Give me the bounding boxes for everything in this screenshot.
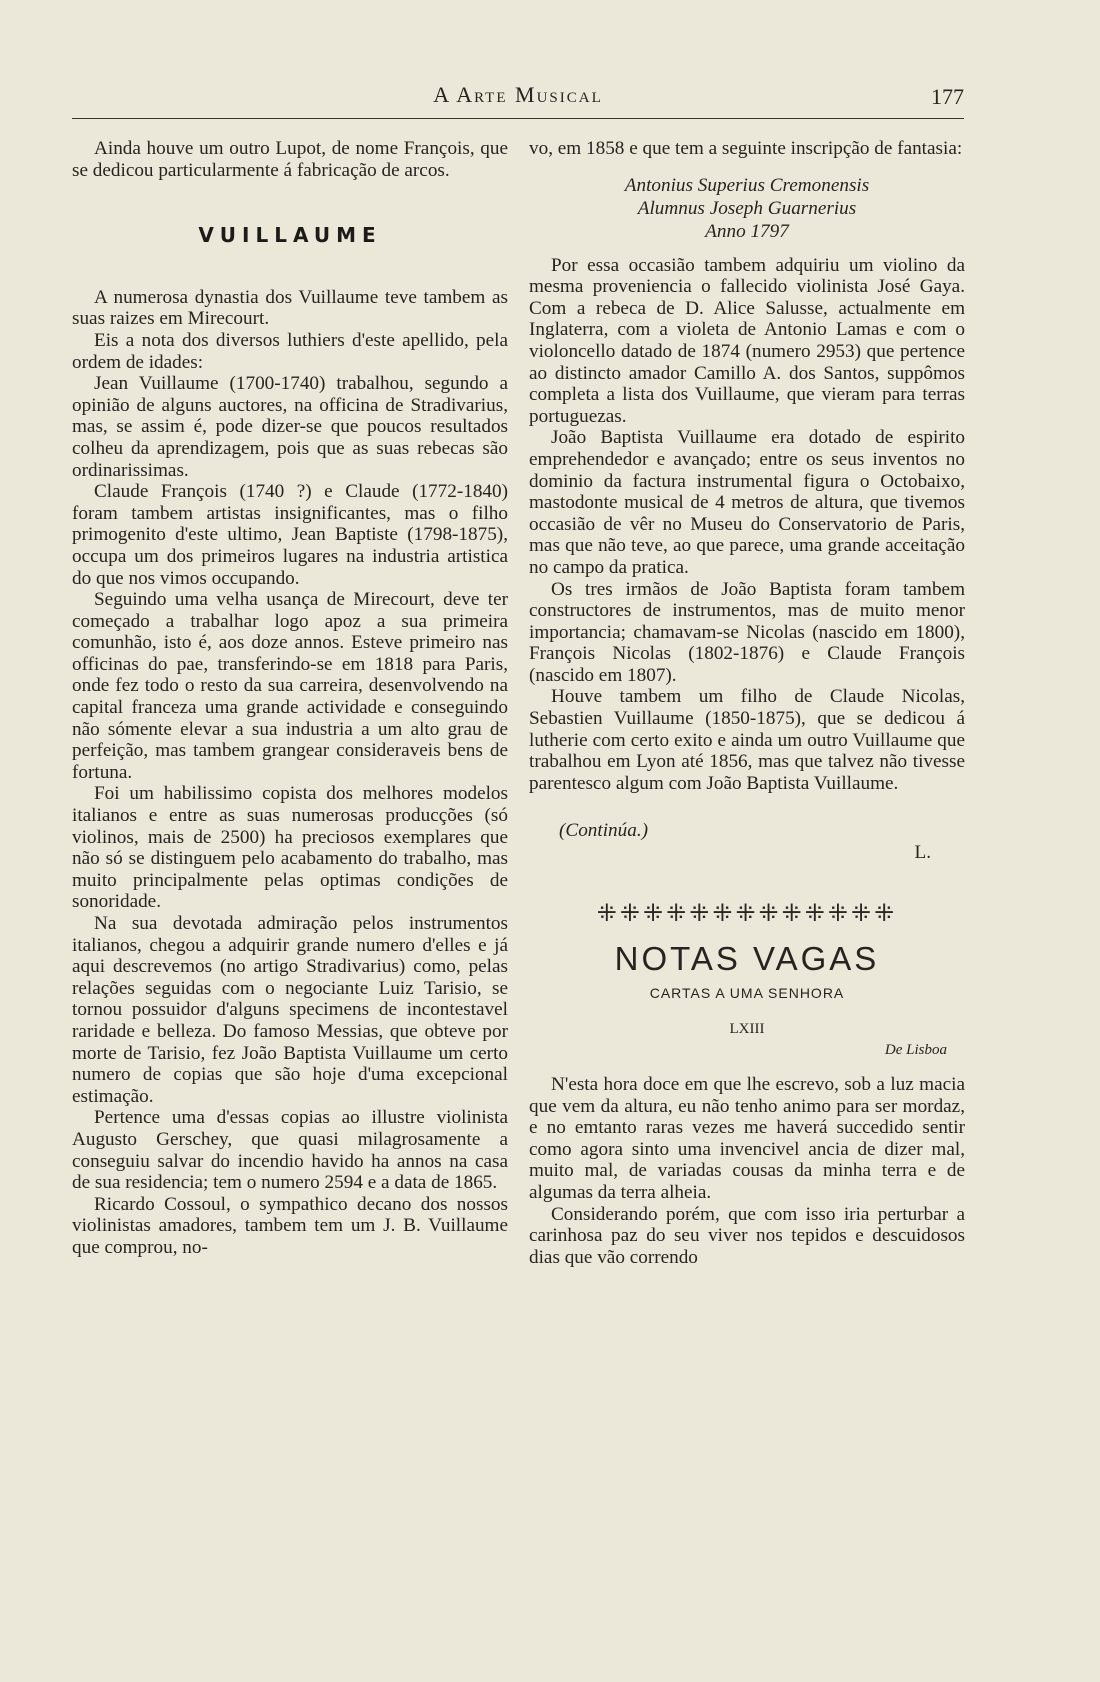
paragraph: Eis a nota dos diversos luthiers d'este apellido, pela ordem de idades: [72,329,508,373]
decorative-border-icon: ⁜⁜⁜⁜⁜⁜⁜⁜⁜⁜⁜⁜⁜ [596,898,898,927]
dateline: De Lisboa [884,1042,947,1059]
article-title: NOTAS VAGAS [614,939,880,977]
paragraph: Considerando porém, que com isso iria perturbar a carinhosa paz do seu viver nos tepidos e descuidosos dias que vão correndo [529,1203,965,1268]
right-column [529,138,965,1268]
running-head [72,78,964,118]
paragraph: Na sua devotada admiração pelos instrumentos italianos, chegou a adquirir grande numero d'elles e já aqui descrevemos (no artigo Stradivarius) como, pelas relações seguidas com o negociante Luiz Tarisio, se tornou possuidor d'alguns specimens de incontestavel raridade e belleza. Do famoso Messias, que obteve por morte de Tarisio, fez João Baptista Vuillaume um certo numero de copias que são hoje d'uma excepcional estimação. [72,913,508,1107]
author-signature: L. [914,842,931,864]
article-subtitle: CARTAS A UMA SENHORA [649,985,845,1002]
paragraph: Pertence uma d'essas copias ao illustre violinista Augusto Gerschey, que quasi milagrosamente a conseguiu salvar do incendio havido ha annos na casa de sua residencia; tem o numero 2594 e a data de 1865. [72,1107,508,1194]
inscription-line: Anno 1797 [705,220,789,242]
paragraph: Seguindo uma velha usança de Mirecourt, deve ter começado a trabalhar logo apoz a sua primeira comunhão, isto é, aos doze annos. Esteve primeiro nas officinas do pae, transferindo-se em 1818 para Paris, onde fez todo o resto da sua carreira, desenvolvendo na capital franceza uma grande actividade e conseguindo não sómente elevar a sua industria a um alto grau de perfeição, mas tambem grangear consideraveis bens de fortuna. [72,589,508,783]
journal-title: A Arte Musical [433,82,603,107]
inscription-line: Alumnus Joseph Guarnerius [637,197,857,219]
page-number: 177 [931,84,964,109]
paragraph: vo, em 1858 e que tem a seguinte inscripção de fantasia: [529,138,963,159]
paragraph: Houve tambem um filho de Claude Nicolas, Sebastien Vuillaume (1850-1875), que se dedicou á lutherie com certo exito e ainda um outro Vuillaume que trabalhou em Lyon até 1856, mas que talvez não tivesse parentesco algum com João Baptista Vuillaume. [529,686,965,794]
inscription-line: Antonius Superius Cremonensis [624,174,870,196]
paragraph: Foi um habilissimo copista dos melhores modelos italianos e entre as suas numerosas producções (só violinos, mais de 2500) ha preciosos exemplares que não só se distinguem pelo acabamento do trabalho, mas muito principalmente pelas optimas condições de sonoridade. [72,783,508,913]
paragraph: Ricardo Cossoul, o sympathico decano dos nossos violinistas amadores, tambem tem um J. B. Vuillaume que comprou, no- [72,1193,508,1258]
section-title: VUILLAUME [198,223,382,248]
paragraph: Jean Vuillaume (1700-1740) trabalhou, segundo a opinião de alguns auctores, na officina de Stradivarius, mas, se assim é, pode dizer-se que poucos resultados colheu da aprendizagem, pois que as suas rebecas são ordinarissimas. [72,373,508,481]
left-column [72,138,508,1259]
paragraph: Ainda houve um outro Lupot, de nome François, que se dedicou particularmente á fabricação de arcos. [72,138,508,181]
paragraph: N'esta hora doce em que lhe escrevo, sob a luz macia que vem da altura, eu não tenho animo para ser mordaz, e no emtanto raras vezes me haverá succedido sentir como agora sinto uma invencivel ancia de dizer mal, muito mal, de variadas cousas da minha terra e de algumas da terra alheia. [529,1074,965,1203]
paragraph: Claude François (1740 ?) e Claude (1772-1840) foram tambem artistas insignificantes, mas o filho primogenito d'este ultimo, Jean Baptiste (1798-1875), occupa um dos primeiros lugares na industria artistica do que nos vimos occupando. [72,481,508,589]
paragraph: João Baptista Vuillaume era dotado de espirito emprehendedor e avançado; entre os seus inventos no dominio da factura instrumental figura o Octobaixo, mastodonte musical de 4 metros de altura, que tivemos occasião de vêr no Museu do Conservatorio de Paris, mas que não teve, ao que parece, uma grande acceitação no campo da pratica. [529,427,965,578]
continued-note: (Continúa.) [559,820,649,842]
letter-number: LXIII [729,1020,765,1037]
paragraph: Por essa occasião tambem adquiriu um violino da mesma proveniencia o fallecido violinista José Gaya. Com a rebeca de D. Alice Salusse, actualmente em Inglaterra, com a violeta de Antonio Lamas e com o violoncello datado de 1874 (numero 2953) que pertence ao distincto amador Camillo A. dos Santos, suppômos completa a lista dos Vuillaume, que vieram para terras portuguezas. [529,254,965,427]
paragraph: Os tres irmãos de João Baptista foram tambem constructores de instrumentos, mas de muito menor importancia; chamavam-se Nicolas (nascido em 1800), François Nicolas (1802-1876) e Claude François (nascido em 1807). [529,578,965,686]
header-rule [72,118,964,119]
paragraph: A numerosa dynastia dos Vuillaume teve tambem as suas raizes em Mirecourt. [72,286,508,330]
inscription [529,174,965,243]
